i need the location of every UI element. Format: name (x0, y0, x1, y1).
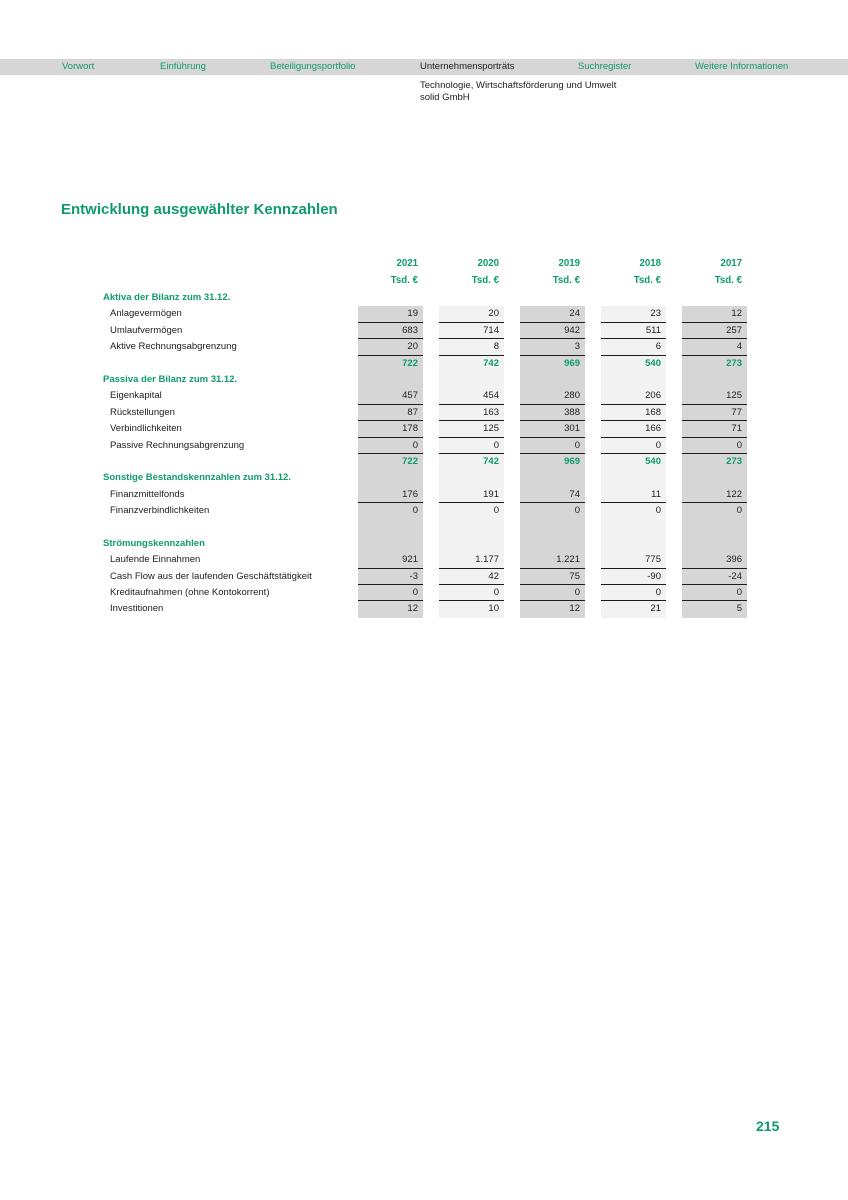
value-cell: 4 (682, 339, 747, 355)
value-cell: 42 (439, 569, 504, 585)
col-header-year-2020: 2020 (477, 258, 499, 269)
top-nav-bar (0, 59, 848, 75)
value-cell: 122 (682, 487, 747, 503)
value-cell: 0 (439, 585, 504, 601)
row-label: Finanzmittelfonds (110, 488, 185, 500)
value-cell: 280 (520, 388, 585, 404)
value-cell: 0 (439, 503, 504, 519)
value-cell: 12 (682, 306, 747, 322)
value-cell (520, 470, 585, 486)
value-cell: 8 (439, 339, 504, 355)
row-label: Cash Flow aus der laufenden Geschäftstätigkeit (110, 570, 312, 582)
value-cell (439, 372, 504, 388)
section-subheader (420, 80, 616, 103)
col-header-year-2018: 2018 (639, 258, 661, 269)
row-label: Laufende Einnahmen (110, 554, 201, 566)
row-label: Finanzverbindlichkeiten (110, 505, 210, 517)
total-value-cell: 742 (439, 454, 504, 470)
total-value-cell: 273 (682, 356, 747, 372)
chapter-label: Technologie, Wirtschaftsförderung und Umwelt (420, 80, 617, 91)
value-cell: 0 (601, 438, 666, 454)
value-cell (601, 536, 666, 552)
value-cell (358, 470, 423, 486)
kennzahlen-table (103, 256, 747, 618)
row-label-empty (103, 356, 342, 372)
value-cell: 0 (358, 438, 423, 454)
value-cell: -24 (682, 569, 747, 585)
col-header-year-2021: 2021 (396, 258, 418, 269)
value-cell: 0 (439, 438, 504, 454)
col-header-year-2019: 2019 (558, 258, 580, 269)
value-cell: 21 (601, 601, 666, 617)
total-value-cell: 722 (358, 454, 423, 470)
value-cell: 20 (439, 306, 504, 322)
value-cell (520, 372, 585, 388)
value-cell: 921 (358, 552, 423, 568)
value-cell: 163 (439, 405, 504, 421)
value-cell: 775 (601, 552, 666, 568)
company-label: solid GmbH (420, 91, 470, 103)
value-cell (358, 536, 423, 552)
value-cell (520, 536, 585, 552)
value-cell: 12 (520, 601, 585, 617)
value-cell: 683 (358, 323, 423, 339)
value-cell: 74 (520, 487, 585, 503)
total-value-cell: 969 (520, 454, 585, 470)
row-label: Kreditaufnahmen (ohne Kontokorrent) (110, 587, 270, 599)
value-cell: 0 (520, 438, 585, 454)
value-cell: 20 (358, 339, 423, 355)
value-cell: 1.177 (439, 552, 504, 568)
value-cell (358, 519, 423, 535)
total-value-cell: 722 (358, 356, 423, 372)
value-cell (439, 470, 504, 486)
section-heading: Passiva der Bilanz zum 31.12. (103, 373, 238, 385)
value-cell: 178 (358, 421, 423, 437)
value-cell: 454 (439, 388, 504, 404)
value-cell (439, 519, 504, 535)
value-cell (682, 372, 747, 388)
total-value-cell: 742 (439, 356, 504, 372)
value-cell: 942 (520, 323, 585, 339)
section-heading: Strömungskennzahlen (103, 537, 205, 549)
value-cell (601, 470, 666, 486)
col-header-unit-2020: Tsd. € (471, 275, 499, 286)
value-cell: 0 (601, 585, 666, 601)
value-cell (439, 290, 504, 306)
value-cell: 511 (601, 323, 666, 339)
nav-item-beteiligungsportfolio[interactable]: Beteiligungsportfolio (270, 61, 356, 72)
col-header-unit-2017: Tsd. € (714, 275, 742, 286)
value-cell: 206 (601, 388, 666, 404)
value-cell: 0 (682, 503, 747, 519)
col-header-unit-2018: Tsd. € (633, 275, 661, 286)
value-cell (601, 290, 666, 306)
value-cell: -90 (601, 569, 666, 585)
col-header-spacer (103, 273, 342, 290)
nav-item-einfuehrung[interactable]: Einführung (160, 61, 206, 72)
value-cell (358, 290, 423, 306)
row-label: Verbindlichkeiten (110, 423, 182, 435)
nav-item-vorwort[interactable]: Vorwort (62, 61, 95, 72)
value-cell: 6 (601, 339, 666, 355)
section-heading: Sonstige Bestandskennzahlen zum 31.12. (103, 472, 291, 484)
row-label: Anlagevermögen (110, 308, 182, 320)
value-cell (682, 470, 747, 486)
value-cell: 0 (358, 585, 423, 601)
col-header-unit-2021: Tsd. € (390, 275, 418, 286)
value-cell: 77 (682, 405, 747, 421)
row-label-empty (103, 519, 342, 535)
value-cell (601, 519, 666, 535)
value-cell: 1.221 (520, 552, 585, 568)
value-cell: 714 (439, 323, 504, 339)
value-cell: 75 (520, 569, 585, 585)
col-header-unit-2019: Tsd. € (552, 275, 580, 286)
total-value-cell: 540 (601, 454, 666, 470)
col-header-year-2017: 2017 (720, 258, 742, 269)
value-cell: -3 (358, 569, 423, 585)
value-cell: 388 (520, 405, 585, 421)
value-cell: 0 (520, 585, 585, 601)
row-label: Eigenkapital (110, 390, 162, 402)
value-cell: 0 (682, 585, 747, 601)
value-cell: 10 (439, 601, 504, 617)
nav-item-unternehmensportraets[interactable]: Unternehmensporträts (420, 61, 515, 72)
value-cell: 5 (682, 601, 747, 617)
row-label: Rückstellungen (110, 406, 175, 418)
row-label: Aktive Rechnungsabgrenzung (110, 341, 237, 353)
value-cell (682, 536, 747, 552)
section-heading: Aktiva der Bilanz zum 31.12. (103, 292, 231, 303)
value-cell: 168 (601, 405, 666, 421)
value-cell: 12 (358, 601, 423, 617)
page-title: Entwicklung ausgewählter Kennzahlen (61, 201, 338, 218)
page-number: 215 (756, 1118, 780, 1134)
value-cell (358, 372, 423, 388)
total-value-cell: 969 (520, 356, 585, 372)
value-cell: 0 (682, 438, 747, 454)
value-cell (682, 519, 747, 535)
value-cell (682, 290, 747, 306)
value-cell (520, 519, 585, 535)
value-cell: 71 (682, 421, 747, 437)
value-cell (439, 536, 504, 552)
value-cell: 125 (682, 388, 747, 404)
row-label: Passive Rechnungsabgrenzung (110, 439, 245, 451)
value-cell: 257 (682, 323, 747, 339)
value-cell: 457 (358, 388, 423, 404)
value-cell: 0 (358, 503, 423, 519)
value-cell (601, 372, 666, 388)
value-cell: 87 (358, 405, 423, 421)
value-cell: 3 (520, 339, 585, 355)
value-cell: 24 (520, 306, 585, 322)
value-cell: 0 (520, 503, 585, 519)
nav-item-weitere-informationen[interactable]: Weitere Informationen (695, 61, 789, 72)
value-cell: 23 (601, 306, 666, 322)
row-label-empty (103, 454, 342, 470)
nav-item-suchregister[interactable]: Suchregister (578, 61, 632, 72)
value-cell: 0 (601, 503, 666, 519)
row-label: Umlaufvermögen (110, 324, 183, 336)
value-cell: 166 (601, 421, 666, 437)
value-cell (520, 290, 585, 306)
value-cell: 176 (358, 487, 423, 503)
value-cell: 191 (439, 487, 504, 503)
value-cell: 11 (601, 487, 666, 503)
row-label: Investitionen (110, 603, 164, 615)
value-cell: 19 (358, 306, 423, 322)
total-value-cell: 273 (682, 454, 747, 470)
value-cell: 396 (682, 552, 747, 568)
value-cell: 125 (439, 421, 504, 437)
col-header-spacer (103, 256, 342, 273)
total-value-cell: 540 (601, 356, 666, 372)
value-cell: 301 (520, 421, 585, 437)
